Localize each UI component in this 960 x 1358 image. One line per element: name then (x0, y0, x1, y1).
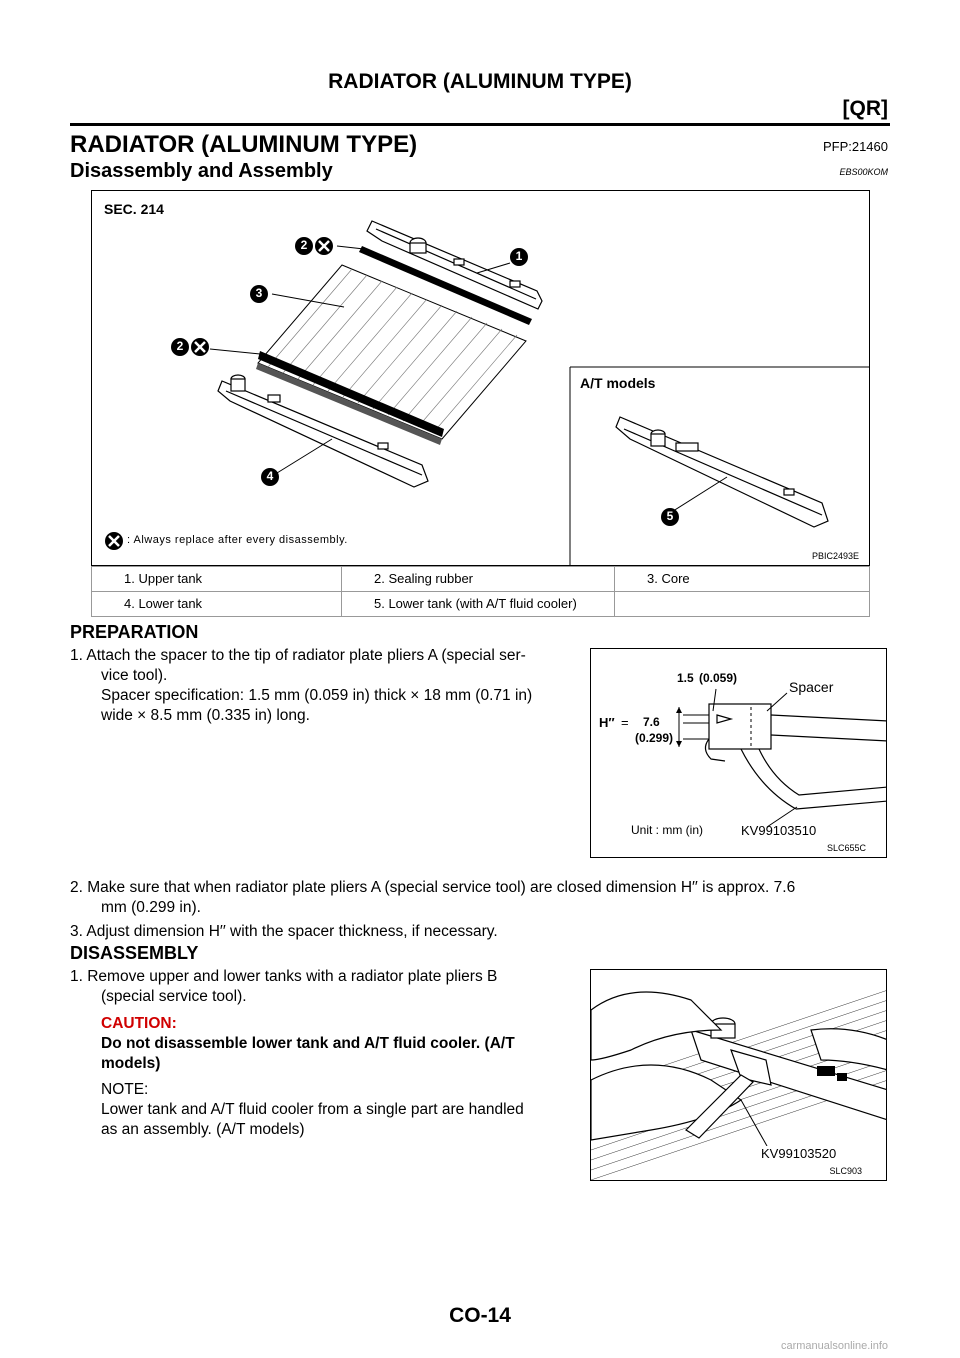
table-row (92, 567, 870, 592)
dim-spacer-thickness: 1.5 (677, 671, 694, 685)
h-dim-value-in: (0.299) (635, 731, 674, 745)
dim-spacer-thickness-in: (0.059) (699, 671, 738, 685)
at-models-label: A/T models (580, 375, 656, 391)
callout-5: 5 (666, 509, 674, 523)
legend-cell (615, 592, 870, 617)
running-header-section: [QR] (842, 97, 888, 120)
part-family-code: PFP:21460 (822, 139, 888, 154)
tool-number: KV99103520 (761, 1146, 837, 1161)
preparation-heading: PREPARATION (70, 622, 199, 642)
caution-line2: models) (101, 1055, 161, 1072)
prep-step1-line3: Spacer specification: 1.5 mm (0.059 in) thick × 18 mm (0.71 in) (101, 687, 533, 704)
caution-line1: Do not disassemble lower tank and A/T fluid cooler. (A/T (101, 1035, 515, 1052)
h-dim-value: 7.6 (643, 715, 660, 729)
callout-2-lower: 2 (176, 339, 184, 353)
figure-id: SLC655C (826, 843, 866, 853)
caution-label: CAUTION: (101, 1015, 177, 1032)
running-header-title: RADIATOR (ALUMINUM TYPE) (328, 70, 632, 93)
watermark: carmanualsonline.info (780, 1340, 888, 1352)
prep-step2-line2: mm (0.299 in). (101, 899, 201, 916)
sec-number: SEC. 214 (104, 201, 164, 217)
subsection-title: Disassembly and Assembly (70, 160, 333, 182)
callout-4: 4 (266, 469, 274, 483)
note-label: NOTE: (101, 1081, 149, 1098)
unit-label: Unit : mm (in) (631, 823, 703, 837)
prep-step3: 3. Adjust dimension H′′ with the spacer thickness, if necessary. (70, 923, 498, 940)
section-title: RADIATOR (ALUMINUM TYPE) (70, 131, 418, 158)
subsection-code: EBS00KOM (839, 167, 888, 177)
dis-step1-line1: 1. Remove upper and lower tanks with a radiator plate pliers B (70, 968, 498, 985)
legend-cell: 5. Lower tank (with A/T fluid cooler) (342, 592, 615, 617)
prep-step1-line2: vice tool). (101, 667, 168, 684)
header-rule (70, 123, 890, 126)
figure-id: SLC903 (829, 1166, 862, 1176)
dis-step1-line2: (special service tool). (101, 988, 247, 1005)
legend-cell: 2. Sealing rubber (342, 567, 615, 592)
radiator-exploded-figure (91, 190, 870, 566)
legend-cell: 4. Lower tank (92, 592, 342, 617)
prep-step2-line1: 2. Make sure that when radiator plate pliers A (special service tool) are closed dimension H′′ is approx. 7.6 (70, 879, 796, 896)
note-line1: Lower tank and A/T fluid cooler from a single part are handled (101, 1101, 524, 1118)
legend-cell: 3. Core (615, 567, 870, 592)
page-number: CO-14 (449, 1304, 511, 1327)
replace-note: : Always replace after every disassembly. (127, 534, 348, 546)
callout-1: 1 (515, 249, 523, 263)
callout-3: 3 (255, 286, 263, 300)
tool-number: KV99103510 (741, 823, 817, 838)
parts-legend (91, 566, 870, 617)
h-dim-equals: = (621, 715, 629, 730)
prep-step1-line1: 1. Attach the spacer to the tip of radiator plate pliers A (special ser- (70, 647, 526, 664)
legend-cell: 1. Upper tank (92, 567, 342, 592)
prep-step1-line4: wide × 8.5 mm (0.335 in) long. (101, 707, 310, 724)
disassembly-heading: DISASSEMBLY (70, 943, 199, 963)
table-row (92, 592, 870, 617)
pliers-spacer-figure (590, 648, 887, 858)
spacer-label: Spacer (789, 679, 834, 695)
note-line2: as an assembly. (A/T models) (101, 1121, 305, 1138)
pliers-on-tank-figure (590, 969, 887, 1181)
callout-2-upper: 2 (300, 238, 308, 252)
figure-id: PBIC2493E (811, 551, 859, 561)
h-dim-label: H′′ (599, 715, 615, 730)
